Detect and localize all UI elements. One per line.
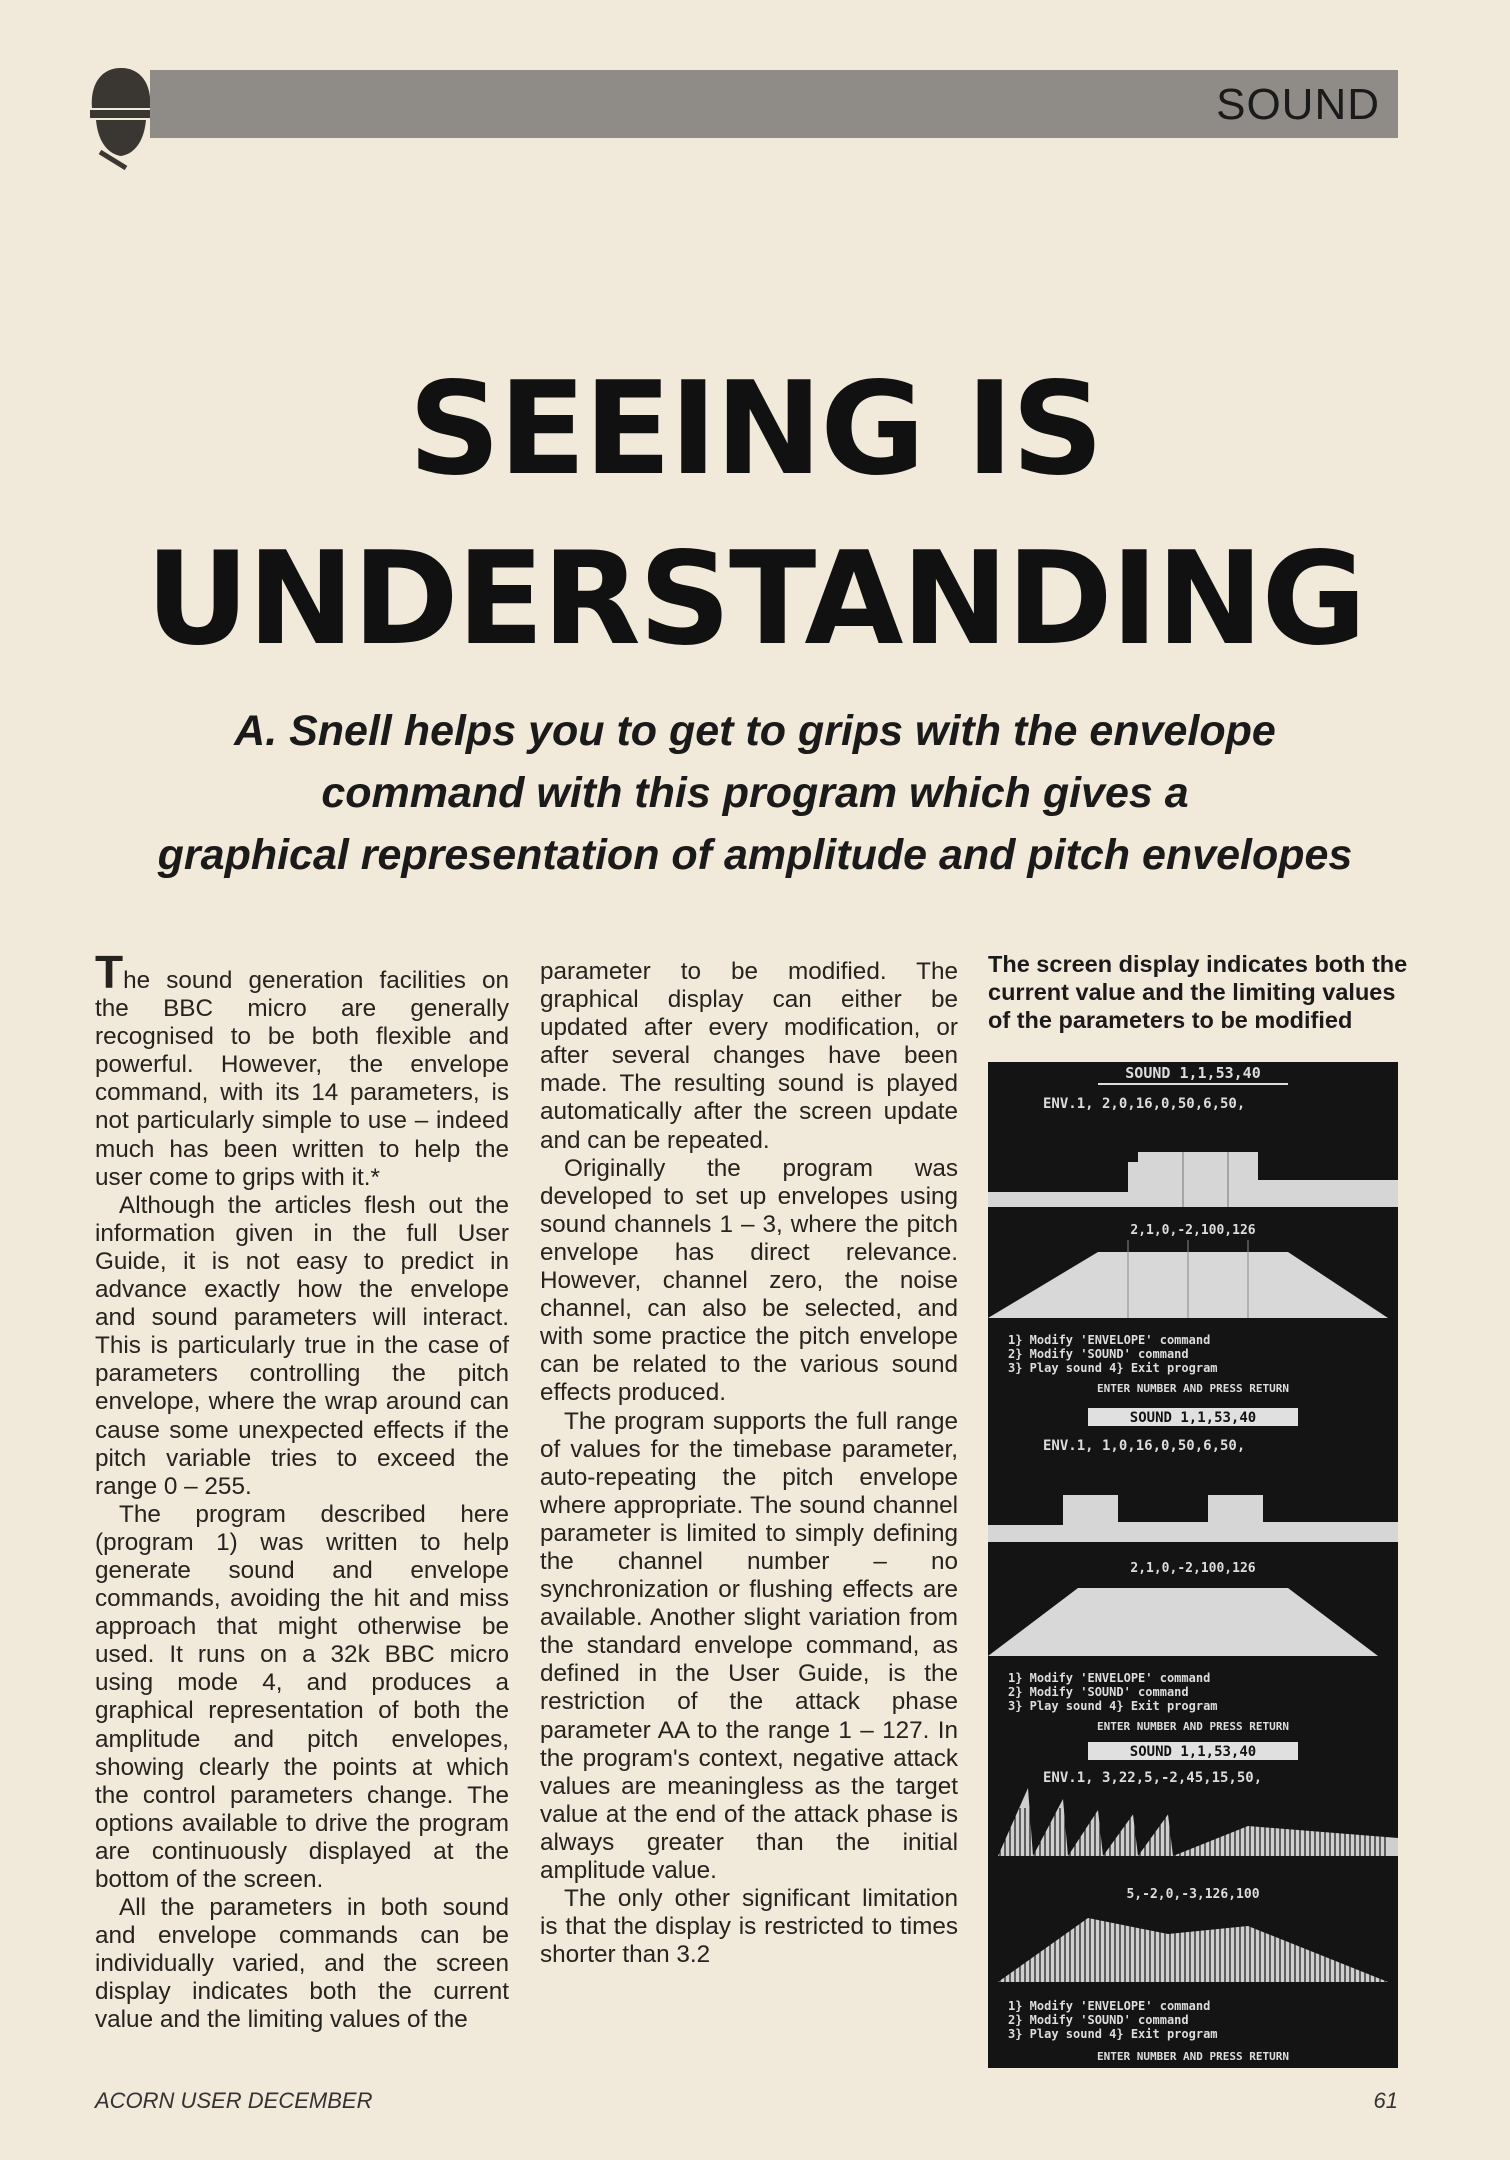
paragraph: Although the articles flesh out the information given in the full User Guide, it is not easy to predict in advance exactly how the envelope and sound parameters will interact. This is particularly true in the case of parameters controlling the pitch envelope, where the wrap around can cause some unexpected effects if the pitch variable tries to exceed the range 0 – 255. — [95, 1191, 509, 1500]
paragraph: The only other significant limitation is that the display is restricted to times shorter than 3.2 — [540, 1885, 958, 1969]
screen-2-menu-3: 3} Play sound 4} Exit program — [1008, 1699, 1218, 1713]
figure-caption: The screen display indicates both the current value and the limiting values of the parameters to be modified — [988, 951, 1408, 1033]
screen-2-menu-1: 1} Modify 'ENVELOPE' command — [1008, 1671, 1211, 1685]
standfirst-line-1: A. Snell helps you to get to grips with the envelope — [234, 707, 1276, 755]
screen-3-sound-line: SOUND 1,1,53,40 — [1129, 1744, 1257, 1760]
screen-1-env-line: ENV.1, 2,0,16,0,50,6,50, — [1043, 1096, 1246, 1112]
screen-3-menu-1: 1} Modify 'ENVELOPE' command — [1008, 1999, 1211, 2013]
screen-2 — [988, 1400, 1398, 1738]
paragraph: The program described here (program 1) was written to help generate sound and envelope commands, avoiding the hit and miss approach that might otherwise be used. It runs on a 32k BBC micro using mode 4, and produces a graphical representation of both the amplitude and pitch envelopes, showing clearly the points at which the control parameters change. The options available to drive the program are continuously displayed at the bottom of the screen. — [95, 1500, 509, 1893]
standfirst-line-3: graphical representation of amplitude and pitch envelopes — [157, 831, 1353, 879]
drop-cap: T — [95, 946, 124, 998]
screen-1-menu-2: 2} Modify 'SOUND' command — [1008, 1347, 1189, 1361]
screen-2-sound-line: SOUND 1,1,53,40 — [1129, 1410, 1257, 1426]
screen-2-prompt: ENTER NUMBER AND PRESS RETURN — [1096, 1720, 1290, 1733]
screen-3 — [988, 1738, 1398, 2068]
paragraph: All the parameters in both sound and envelope commands can be individually varied, and the screen display indicates both the current value and the limiting values of the — [95, 1894, 509, 2034]
paragraph: The sound generation facilities on the BBC micro are generally recognised to be both flexible and powerful. However, the envelope command, with its 14 parameters, is not particularly simple to use – indeed much has been written to help the user come to grips with it.* — [95, 946, 509, 1191]
page-number: 61 — [1373, 2088, 1398, 2113]
screen-3-menu-3: 3} Play sound 4} Exit program — [1008, 2027, 1218, 2041]
acorn-logo-icon — [86, 62, 156, 172]
screen-1-pitch-params: 2,1,0,-2,100,126 — [1130, 1223, 1256, 1238]
screen-2-env-line: ENV.1, 1,0,16,0,50,6,50, — [1043, 1438, 1246, 1454]
screen-3-pitch-params: 5,-2,0,-3,126,100 — [1126, 1887, 1260, 1902]
headline-line-2: UNDERSTANDING — [145, 525, 1365, 674]
screen-2-menu-2: 2} Modify 'SOUND' command — [1008, 1685, 1189, 1699]
screen-display-figure — [988, 1062, 1398, 2068]
headline-line-1: SEEING IS — [408, 355, 1102, 504]
standfirst — [70, 700, 1440, 886]
header-bar — [150, 70, 1398, 138]
section-label: SOUND — [1216, 80, 1380, 129]
screen-3-prompt: ENTER NUMBER AND PRESS RETURN — [1096, 2050, 1290, 2063]
screen-3-env-line: ENV.1, 3,22,5,-2,45,15,50, — [1043, 1770, 1263, 1786]
screen-2-pitch-params: 2,1,0,-2,100,126 — [1130, 1561, 1256, 1576]
paragraph: parameter to be modified. The graphical display can either be updated after every modification, or after several changes have been made. The resulting sound is played automatically after the screen update and can be repeated. — [540, 958, 958, 1154]
paragraph: The program supports the full range of values for the timebase parameter, auto-repeating the pitch envelope where appropriate. The sound channel parameter is limited to simply defining the channel number – no synchronization or flushing effects are available. Another slight variation from the standard envelope command, as defined in the User Guide, is the restriction of the attack phase parameter AA to the range 1 – 127. In the program's context, negative attack values are meaningless as the target value at the end of the attack phase is always greater than the initial amplitude value. — [540, 1407, 958, 1884]
article-column-2 — [540, 958, 958, 1969]
screen-1-sound-line: SOUND 1,1,53,40 — [1125, 1064, 1261, 1082]
standfirst-line-2: command with this program which gives a — [321, 769, 1189, 817]
article-column-1 — [95, 946, 509, 2035]
footer-publication: ACORN USER DECEMBER — [95, 2088, 373, 2113]
screen-1-menu-3: 3} Play sound 4} Exit program — [1008, 1361, 1218, 1375]
screen-3-menu-2: 2} Modify 'SOUND' command — [1008, 2013, 1189, 2027]
screen-1-prompt: ENTER NUMBER AND PRESS RETURN — [1096, 1382, 1290, 1395]
screen-1-menu-1: 1} Modify 'ENVELOPE' command — [1008, 1333, 1211, 1347]
paragraph: Originally the program was developed to set up envelopes using sound channels 1 – 3, where the pitch envelope has direct relevance. However, channel zero, the noise channel, can also be selected, and with some practice the pitch envelope can be related to the various sound effects produced. — [540, 1154, 958, 1407]
screen-1 — [988, 1062, 1398, 1400]
